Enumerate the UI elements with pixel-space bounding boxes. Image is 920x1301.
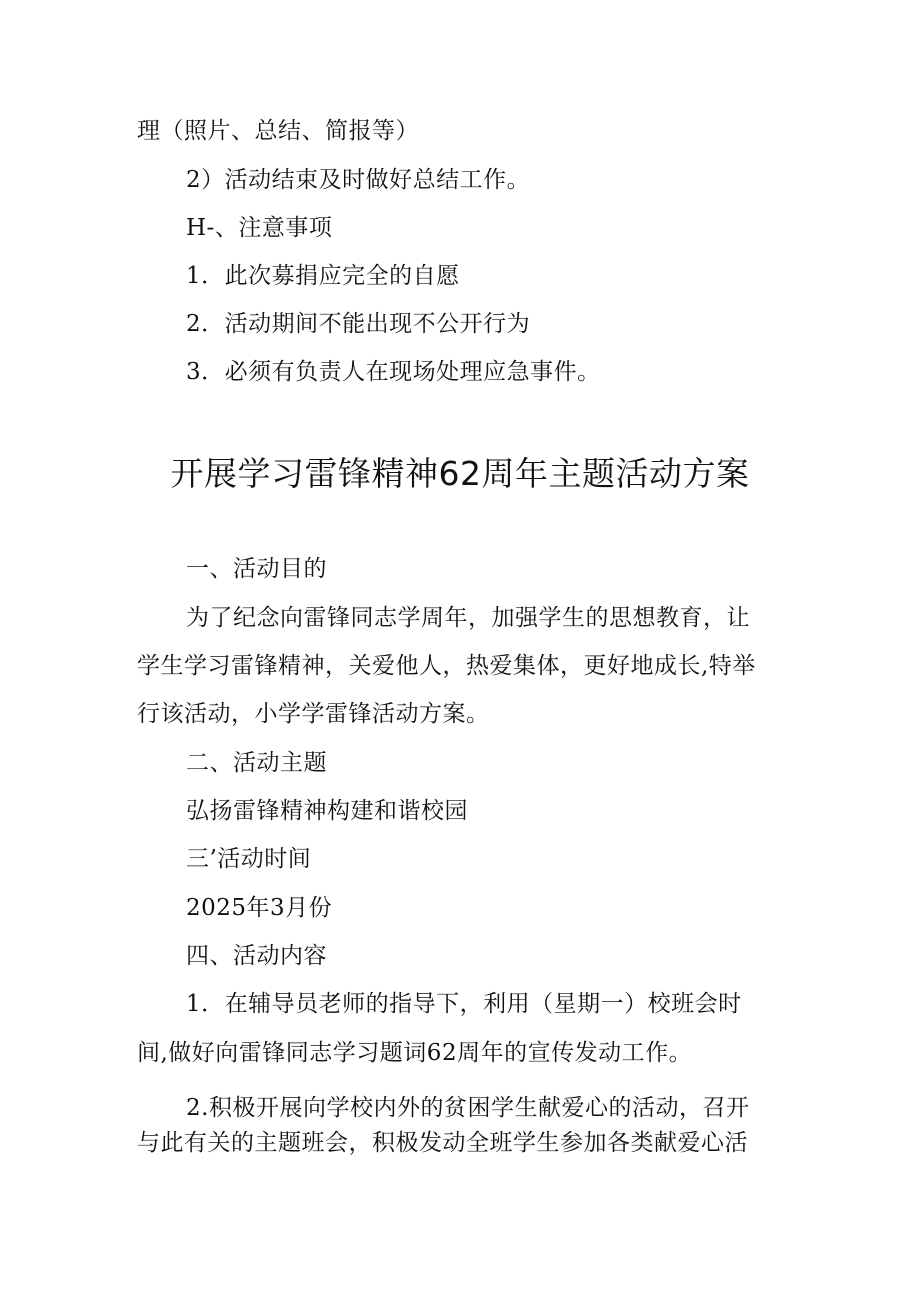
note-item-3: 3．必须有负责人在现场处理应急事件。 — [186, 359, 601, 385]
text-line-top-1: 理（照片、总结、简报等） — [137, 118, 419, 144]
purpose-text-line-2: 学生学习雷锋精神，关爱他人，热爱集体，更好地成长,特举 — [137, 653, 756, 679]
note-item-1: 1．此次募捐应完全的自愿 — [186, 263, 460, 289]
content-heading: 四、活动内容 — [186, 943, 327, 969]
document-title: 开展学习雷锋精神62周年主题活动方案 — [170, 454, 750, 493]
time-heading: 三’活动时间 — [186, 846, 312, 872]
theme-heading: 二、活动主题 — [186, 750, 327, 776]
purpose-text-line-1: 为了纪念向雷锋同志学周年，加强学生的思想教育，让 — [186, 605, 750, 631]
content-item-1-line-1: 1．在辅导员老师的指导下，利用（星期一）校班会时 — [186, 991, 742, 1017]
content-item-2-line-2: 与此有关的主题班会，积极发动全班学生参加各类献爱心活 — [137, 1130, 748, 1156]
content-item-2-line-1: 2.积极开展向学校内外的贫困学生献爱心的活动，召开 — [186, 1095, 750, 1121]
time-text: 2025年3月份 — [186, 895, 333, 921]
content-item-1-line-2: 间,做好向雷锋同志学习题词62周年的宣传发动工作。 — [137, 1040, 693, 1066]
purpose-text-line-3: 行该活动，小学学雷锋活动方案。 — [137, 701, 490, 727]
note-item-2: 2．活动期间不能出现不公开行为 — [186, 311, 531, 337]
notes-heading: H-、注意事项 — [186, 215, 333, 241]
theme-text: 弘扬雷锋精神构建和谐校园 — [186, 798, 468, 824]
purpose-heading: 一、活动目的 — [186, 556, 327, 582]
text-line-top-2: 2）活动结束及时做好总结工作。 — [186, 167, 531, 193]
